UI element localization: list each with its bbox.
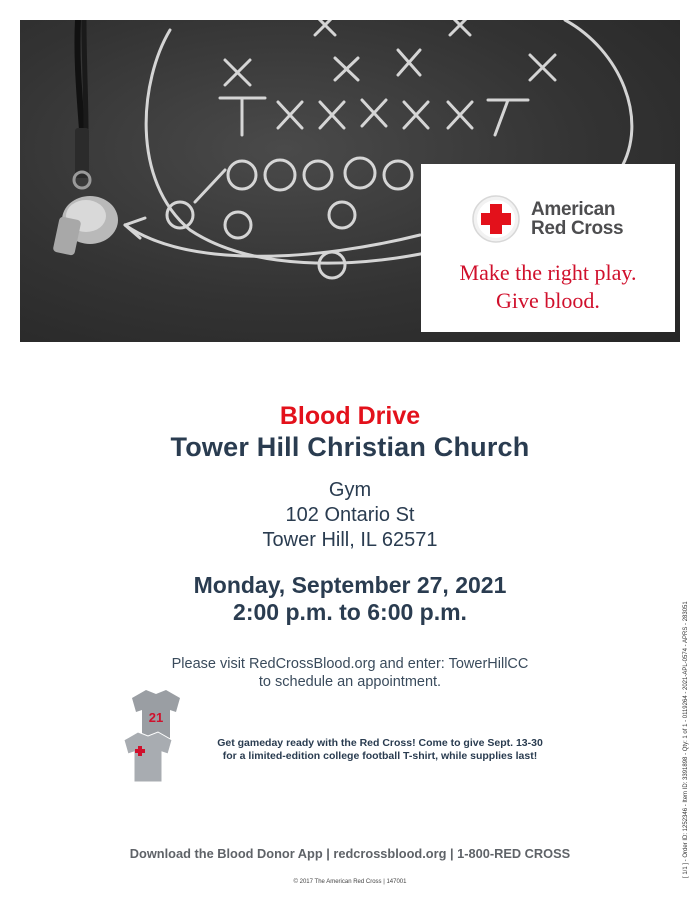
location-room: Gym xyxy=(328,479,372,501)
brand-name-line1: American xyxy=(531,199,616,220)
event-host: Tower Hill Christian Church xyxy=(170,432,530,462)
event-time: 2:00 p.m. to 6:00 p.m. xyxy=(233,599,467,625)
tagline-line1: Make the right play. xyxy=(459,260,637,285)
brand-name-line2: Red Cross xyxy=(531,218,624,239)
tshirt-icon xyxy=(124,688,190,788)
event-date: Monday, September 27, 2021 xyxy=(193,572,507,598)
shirt-number: 21 xyxy=(148,710,164,725)
city-state-zip: Tower Hill, IL 62571 xyxy=(262,529,438,551)
event-address xyxy=(0,478,700,553)
event-datetime xyxy=(0,572,700,626)
hero-chalkboard-image xyxy=(20,20,680,342)
footer-contact: Download the Blood Donor App | redcrossblood.org | 1-800-RED CROSS xyxy=(129,846,571,861)
event-headline: Blood Drive xyxy=(279,402,421,430)
copyright: © 2017 The American Red Cross | 147001 xyxy=(293,879,407,885)
tagline xyxy=(421,259,675,315)
print-order-code: [ 1/1 ] - Order ID: 1252346 - Item ID: 3391898 - Qty: 1 of 1 - 0119264 - 2021-APL-0574 - APRS - 283051 xyxy=(683,601,689,878)
instructions-line2: to schedule an appointment. xyxy=(258,674,442,690)
street-address: 102 Ontario St xyxy=(285,504,415,526)
red-cross-icon xyxy=(471,194,521,244)
brand-name xyxy=(531,200,623,238)
scheduling-instructions xyxy=(0,655,700,691)
red-cross-logo-card xyxy=(421,164,675,332)
promo-line2: for a limited-edition college football T-shirt, while supplies last! xyxy=(222,750,538,762)
tagline-line2: Give blood. xyxy=(496,288,600,313)
promo-line1: Get gameday ready with the Red Cross! Come to give Sept. 13-30 xyxy=(217,737,543,749)
instructions-line1: Please visit RedCrossBlood.org and enter: TowerHillCC xyxy=(171,656,529,672)
promo-message xyxy=(190,737,570,763)
